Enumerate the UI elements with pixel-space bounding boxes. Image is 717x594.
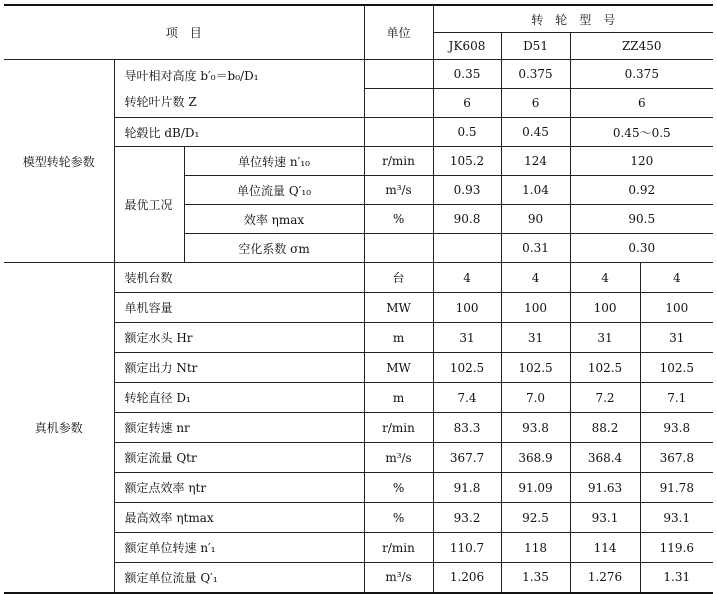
real-val-1-1: 100 bbox=[501, 293, 570, 323]
model-unit-1 bbox=[364, 89, 433, 118]
optimal-unit-3 bbox=[364, 234, 433, 263]
real-val-9-2: 114 bbox=[570, 533, 640, 563]
optimal-val-2-2: 90.5 bbox=[570, 205, 713, 234]
turbine-parameters-table bbox=[4, 4, 713, 594]
model-val-1-0: 6 bbox=[433, 89, 501, 118]
header-row-1 bbox=[4, 5, 713, 33]
real-val-6-3: 367.8 bbox=[640, 443, 713, 473]
model-val-1-2: 6 bbox=[570, 89, 713, 118]
model-unit-2 bbox=[364, 118, 433, 147]
real-unit-1: MW bbox=[364, 293, 433, 323]
real-label-4: 转轮直径 D₁ bbox=[114, 383, 364, 413]
model-val-1-1: 6 bbox=[501, 89, 570, 118]
real-params-body bbox=[4, 263, 713, 593]
optimal-param-3: 空化系数 σm bbox=[184, 234, 364, 263]
real-row-0 bbox=[4, 263, 713, 293]
real-label-0: 装机台数 bbox=[114, 263, 364, 293]
real-val-3-1: 102.5 bbox=[501, 353, 570, 383]
real-val-8-3: 93.1 bbox=[640, 503, 713, 533]
model-val-2-0: 0.5 bbox=[433, 118, 501, 147]
real-val-8-2: 93.1 bbox=[570, 503, 640, 533]
model-jk608: JK608 bbox=[433, 33, 501, 60]
real-val-4-0: 7.4 bbox=[433, 383, 501, 413]
real-val-1-2: 100 bbox=[570, 293, 640, 323]
real-val-4-3: 7.1 bbox=[640, 383, 713, 413]
model-zz450: ZZ450 bbox=[570, 33, 713, 60]
model-merged-label bbox=[114, 60, 364, 118]
model-label-0: 导叶相对高度 b′₀＝b₀/D₁ bbox=[124, 68, 259, 83]
optimal-param-0: 单位转速 n′₁₀ bbox=[184, 147, 364, 176]
real-unit-6: m³/s bbox=[364, 443, 433, 473]
optimal-val-0-0: 105.2 bbox=[433, 147, 501, 176]
real-val-4-2: 7.2 bbox=[570, 383, 640, 413]
model-val-2-1: 0.45 bbox=[501, 118, 570, 147]
real-val-0-3: 4 bbox=[640, 263, 713, 293]
real-unit-0: 台 bbox=[364, 263, 433, 293]
model-row-0 bbox=[4, 60, 713, 89]
real-val-2-0: 31 bbox=[433, 323, 501, 353]
real-unit-10: m³/s bbox=[364, 563, 433, 593]
real-val-5-1: 93.8 bbox=[501, 413, 570, 443]
model-group-label: 模型转轮参数 bbox=[4, 60, 114, 263]
real-val-10-0: 1.206 bbox=[433, 563, 501, 593]
model-label-2: 轮毂比 dB/D₁ bbox=[114, 118, 364, 147]
real-val-6-2: 368.4 bbox=[570, 443, 640, 473]
real-label-2: 额定水头 Hr bbox=[114, 323, 364, 353]
optimal-label: 最优工况 bbox=[114, 147, 184, 263]
real-val-7-1: 91.09 bbox=[501, 473, 570, 503]
optimal-unit-0: r/min bbox=[364, 147, 433, 176]
real-val-3-2: 102.5 bbox=[570, 353, 640, 383]
real-val-1-0: 100 bbox=[433, 293, 501, 323]
real-val-7-3: 91.78 bbox=[640, 473, 713, 503]
header-item: 项 目 bbox=[4, 5, 364, 60]
optimal-unit-1: m³/s bbox=[364, 176, 433, 205]
model-val-0-2: 0.375 bbox=[570, 60, 713, 89]
model-label-1: 转轮叶片数 Z bbox=[124, 94, 197, 109]
real-unit-7: % bbox=[364, 473, 433, 503]
optimal-val-3-0 bbox=[433, 234, 501, 263]
real-val-10-2: 1.276 bbox=[570, 563, 640, 593]
model-d51: D51 bbox=[501, 33, 570, 60]
real-val-6-0: 367.7 bbox=[433, 443, 501, 473]
real-val-2-2: 31 bbox=[570, 323, 640, 353]
real-val-9-1: 118 bbox=[501, 533, 570, 563]
optimal-val-2-1: 90 bbox=[501, 205, 570, 234]
real-label-9: 额定单位转速 n′₁ bbox=[114, 533, 364, 563]
optimal-unit-2: % bbox=[364, 205, 433, 234]
real-val-1-3: 100 bbox=[640, 293, 713, 323]
optimal-val-0-2: 120 bbox=[570, 147, 713, 176]
real-val-10-3: 1.31 bbox=[640, 563, 713, 593]
real-label-6: 额定流量 Qtr bbox=[114, 443, 364, 473]
real-val-3-0: 102.5 bbox=[433, 353, 501, 383]
real-unit-9: r/min bbox=[364, 533, 433, 563]
model-val-0-0: 0.35 bbox=[433, 60, 501, 89]
real-unit-3: MW bbox=[364, 353, 433, 383]
real-val-2-1: 31 bbox=[501, 323, 570, 353]
header-model: 转 轮 型 号 bbox=[433, 5, 713, 33]
real-unit-5: r/min bbox=[364, 413, 433, 443]
real-val-5-2: 88.2 bbox=[570, 413, 640, 443]
real-label-8: 最高效率 ηtmax bbox=[114, 503, 364, 533]
real-val-7-2: 91.63 bbox=[570, 473, 640, 503]
optimal-val-2-0: 90.8 bbox=[433, 205, 501, 234]
real-val-9-3: 119.6 bbox=[640, 533, 713, 563]
optimal-val-1-2: 0.92 bbox=[570, 176, 713, 205]
optimal-val-3-2: 0.30 bbox=[570, 234, 713, 263]
real-label-3: 额定出力 Ntr bbox=[114, 353, 364, 383]
model-val-0-1: 0.375 bbox=[501, 60, 570, 89]
header-unit: 单位 bbox=[364, 5, 433, 60]
real-val-0-0: 4 bbox=[433, 263, 501, 293]
real-label-7: 额定点效率 ηtr bbox=[114, 473, 364, 503]
real-val-5-3: 93.8 bbox=[640, 413, 713, 443]
real-val-9-0: 110.7 bbox=[433, 533, 501, 563]
real-label-5: 额定转速 nr bbox=[114, 413, 364, 443]
optimal-val-1-0: 0.93 bbox=[433, 176, 501, 205]
real-unit-2: m bbox=[364, 323, 433, 353]
real-val-8-1: 92.5 bbox=[501, 503, 570, 533]
model-unit-0 bbox=[364, 60, 433, 89]
optimal-param-1: 单位流量 Q′₁₀ bbox=[184, 176, 364, 205]
real-unit-4: m bbox=[364, 383, 433, 413]
real-val-4-1: 7.0 bbox=[501, 383, 570, 413]
optimal-val-0-1: 124 bbox=[501, 147, 570, 176]
real-val-3-3: 102.5 bbox=[640, 353, 713, 383]
real-unit-8: % bbox=[364, 503, 433, 533]
real-val-5-0: 83.3 bbox=[433, 413, 501, 443]
real-val-10-1: 1.35 bbox=[501, 563, 570, 593]
real-val-7-0: 91.8 bbox=[433, 473, 501, 503]
optimal-val-1-1: 1.04 bbox=[501, 176, 570, 205]
model-val-2-2: 0.45～0.5 bbox=[570, 118, 713, 147]
real-val-2-3: 31 bbox=[640, 323, 713, 353]
real-val-0-1: 4 bbox=[501, 263, 570, 293]
real-val-8-0: 93.2 bbox=[433, 503, 501, 533]
real-label-1: 单机容量 bbox=[114, 293, 364, 323]
optimal-val-3-1: 0.31 bbox=[501, 234, 570, 263]
real-group-label: 真机参数 bbox=[4, 263, 114, 593]
optimal-param-2: 效率 ηmax bbox=[184, 205, 364, 234]
real-val-6-1: 368.9 bbox=[501, 443, 570, 473]
real-label-10: 额定单位流量 Q′₁ bbox=[114, 563, 364, 593]
real-val-0-2: 4 bbox=[570, 263, 640, 293]
